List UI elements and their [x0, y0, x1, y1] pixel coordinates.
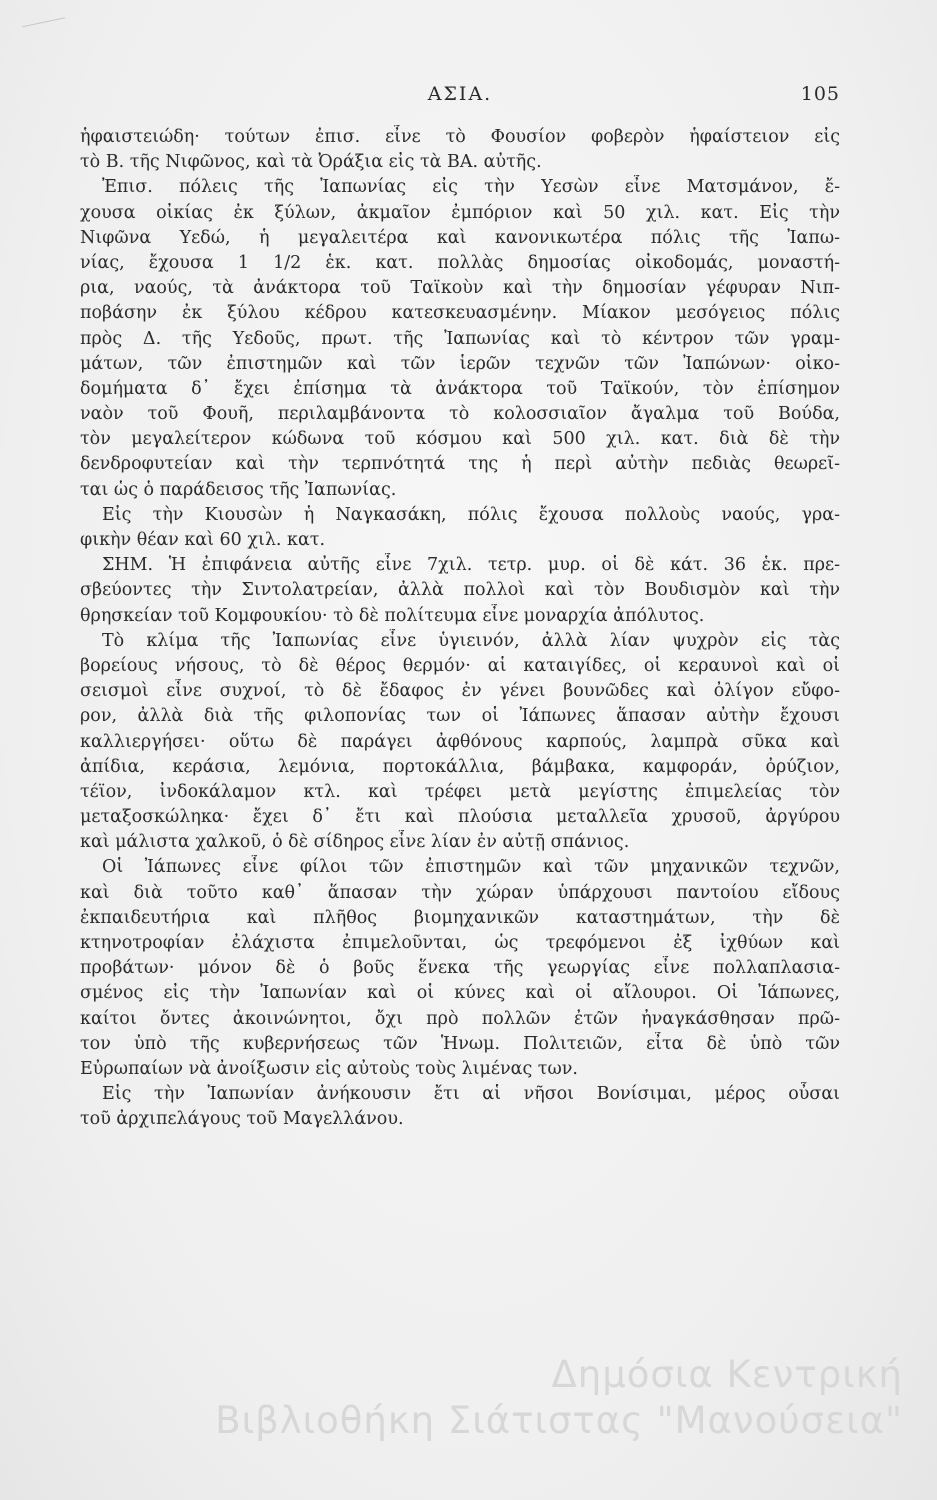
text-line: καὶ διὰ τοῦτο καθ᾽ ἅπασαν τὴν χώραν ὑπάρχουσι παντοίου εἴδους: [80, 882, 840, 903]
text-line: ἐκπαιδευτήρια καὶ πλῆθος βιομηχανικῶν καταστημάτων, τὴν δὲ: [80, 907, 840, 928]
corner-pencil-mark: [19, 4, 65, 28]
text-line: Νιφῶνα Υεδώ, ἡ μεγαλειτέρα καὶ κανονικωτέρα πόλις τῆς Ἰαπω-: [80, 227, 840, 248]
running-title: ΑΣΙΑ.: [427, 83, 493, 105]
text-line: ἡφαιστειώδη· τούτων ἐπισ. εἶνε τὸ Φουσίον φοβερὸν ἡφαίστειον εἰς: [80, 127, 840, 147]
text-line: βορείους νήσους, τὸ δὲ θέρος θερμόν· αἱ καταιγίδες, οἱ κεραυνοὶ καὶ οἱ: [80, 655, 840, 676]
text-line: σβεύοντες τὴν Σιντολατρείαν, ἀλλὰ πολλοὶ καὶ τὸν Βουδισμὸν καὶ τὴν: [80, 580, 840, 601]
text-line: τον ὑπὸ τῆς κυβερνήσεως τῶν Ἡνωμ. Πολιτειῶν, εἶτα δὲ ὑπὸ τῶν: [80, 1033, 840, 1054]
text-line: μάτων, τῶν ἐπιστημῶν καὶ τῶν ἱερῶν τεχνῶν τῶν Ἰαπώνων· οἰκο-: [80, 353, 840, 374]
text-line: Οἱ Ἰάπωνες εἶνε φίλοι τῶν ἐπιστημῶν καὶ τῶν μηχανικῶν τεχνῶν,: [102, 857, 840, 878]
watermark-line-1: Δημόσια Κεντρική: [551, 1353, 903, 1396]
text-line: ἀπίδια, κεράσια, λεμόνια, πορτοκάλλια, βάμβακα, καμφοράν, ὀρύζιον,: [80, 756, 840, 777]
text-line: Εἰς τὴν Κιουσὼν ἡ Ναγκασάκη, πόλις ἔχουσα πολλοὺς ναούς, γρα-: [102, 504, 840, 525]
text-line: νίας, ἔχουσα 1 1/2 ἑκ. κατ. πολλὰς δημοσίας οἰκοδομάς, μοναστή-: [80, 252, 840, 273]
text-line: θρησκείαν τοῦ Κομφουκίου· τὸ δὲ πολίτευμα εἶνε μοναρχία ἀπόλυτος.: [80, 605, 705, 626]
text-line: σμένος εἰς τὴν Ἰαπωνίαν καὶ οἱ κύνες καὶ οἱ αἴλουροι. Οἱ Ἰάπωνες,: [80, 983, 840, 1004]
text-line: ποβάσην ἐκ ξύλου κέδρου κατεσκευασμένην. Μίακον μεσόγειος πόλις: [80, 303, 840, 324]
text-line: ρια, ναούς, τὰ ἀνάκτορα τοῦ Ταϊκοὺν καὶ τὴν δημοσίαν γέφυραν Νιπ-: [80, 278, 840, 299]
text-line: φικὴν θέαν καὶ 60 χιλ. κατ.: [80, 530, 326, 550]
page-header: [80, 83, 840, 113]
text-line: τέϊον, ἰνδοκάλαμον κτλ. καὶ τρέφει μετὰ μεγίστης ἐπιμελείας τὸν: [80, 781, 840, 802]
text-line: Τὸ κλίμα τῆς Ἰαπωνίας εἶνε ὑγιεινόν, ἀλλὰ λίαν ψυχρὸν εἰς τὰς: [102, 630, 840, 651]
text-line: καίτοι ὄντες ἀκοινώνητοι, ὄχι πρὸ πολλῶν ἐτῶν ἠναγκάσθησαν πρῶ-: [80, 1008, 840, 1029]
text-line: τοῦ ἀρχιπελάγους τοῦ Μαγελλάνου.: [80, 1109, 404, 1130]
text-line: Εὐρωπαίων νὰ ἀνοίξωσιν εἰς αὐτοὺς τοὺς λιμένας των.: [80, 1058, 578, 1079]
text-line: καλλιεργήσει· οὕτω δὲ παράγει ἀφθόνους καρπούς, λαμπρὰ σῦκα καὶ: [80, 731, 840, 752]
text-line: κτηνοτροφίαν ἐλάχιστα ἐπιμελοῦνται, ὡς τρεφόμενοι ἐξ ἰχθύων καὶ: [80, 933, 840, 953]
text-line: καὶ μάλιστα χαλκοῦ, ὁ δὲ σίδηρος εἶνε λίαν ἐν αὐτῇ σπάνιος.: [80, 832, 630, 853]
text-line: Εἰς τὴν Ἰαπωνίαν ἀνήκουσιν ἔτι αἱ νῆσοι Βονίσιμαι, μέρος οὖσαι: [102, 1084, 840, 1105]
text-line: τὸν μεγαλείτερον κώδωνα τοῦ κόσμου καὶ 500 χιλ. κατ. διὰ δὲ τὴν: [80, 429, 840, 450]
text-line: ρον, ἀλλὰ διὰ τῆς φιλοπονίας των οἱ Ἰάπωνες ἅπασαν αὐτὴν ἔχουσι: [80, 706, 840, 727]
text-line: τὸ Β. τῆς Νιφῶνος, καὶ τὰ Ὀράξια εἰς τὰ ΒΑ. αὐτῆς.: [80, 152, 542, 173]
text-line: ΣΗΜ. Ἡ ἐπιφάνεια αὐτῆς εἶνε 7χιλ. τετρ. μυρ. οἱ δὲ κάτ. 36 ἑκ. πρε-: [102, 555, 840, 576]
text-line: πρὸς Δ. τῆς Υεδοῦς, πρωτ. τῆς Ἰαπωνίας καὶ τὸ κέντρον τῶν γραμ-: [80, 328, 840, 349]
text-line: Ἐπισ. πόλεις τῆς Ἰαπωνίας εἰς τὴν Υεσὼν εἶνε Ματσμάνον, ἔ-: [102, 177, 840, 198]
text-line: σεισμοὶ εἶνε συχνοί, τὸ δὲ ἔδαφος ἐν γένει βουνῶδες καὶ ὀλίγον εὔφο-: [80, 681, 840, 702]
text-line: δενδροφυτείαν καὶ τὴν τερπνότητά της ἡ περὶ αὐτὴν πεδιὰς θεωρεῖ-: [80, 454, 840, 475]
body-text: [80, 125, 840, 1133]
watermark-line-2: Βιβλιοθήκη Σιάτιστας "Μανούσεια": [215, 1399, 903, 1442]
text-line: προβάτων· μόνον δὲ ὁ βοῦς ἕνεκα τῆς γεωργίας εἶνε πολλαπλασια-: [80, 958, 840, 979]
library-watermark: [203, 1352, 903, 1444]
text-line: μεταξοσκώληκα· ἔχει δ᾽ ἔτι καὶ πλούσια μεταλλεῖα χρυσοῦ, ἀργύρου: [80, 807, 840, 828]
text-line: ναὸν τοῦ Φουῆ, περιλαμβάνοντα τὸ κολοσσιαῖον ἄγαλμα τοῦ Βούδα,: [80, 404, 840, 425]
page-number: 105: [800, 83, 840, 105]
text-line: ται ὡς ὁ παράδεισος τῆς Ἰαπωνίας.: [80, 479, 397, 500]
text-line: χουσα οἰκίας ἐκ ξύλων, ἀκμαῖον ἐμπόριον καὶ 50 χιλ. κατ. Εἰς τὴν: [80, 202, 840, 223]
text-line: δομήματα δ᾽ ἔχει ἐπίσημα τὰ ἀνάκτορα τοῦ Ταϊκούν, τὸν ἐπίσημον: [80, 378, 840, 399]
